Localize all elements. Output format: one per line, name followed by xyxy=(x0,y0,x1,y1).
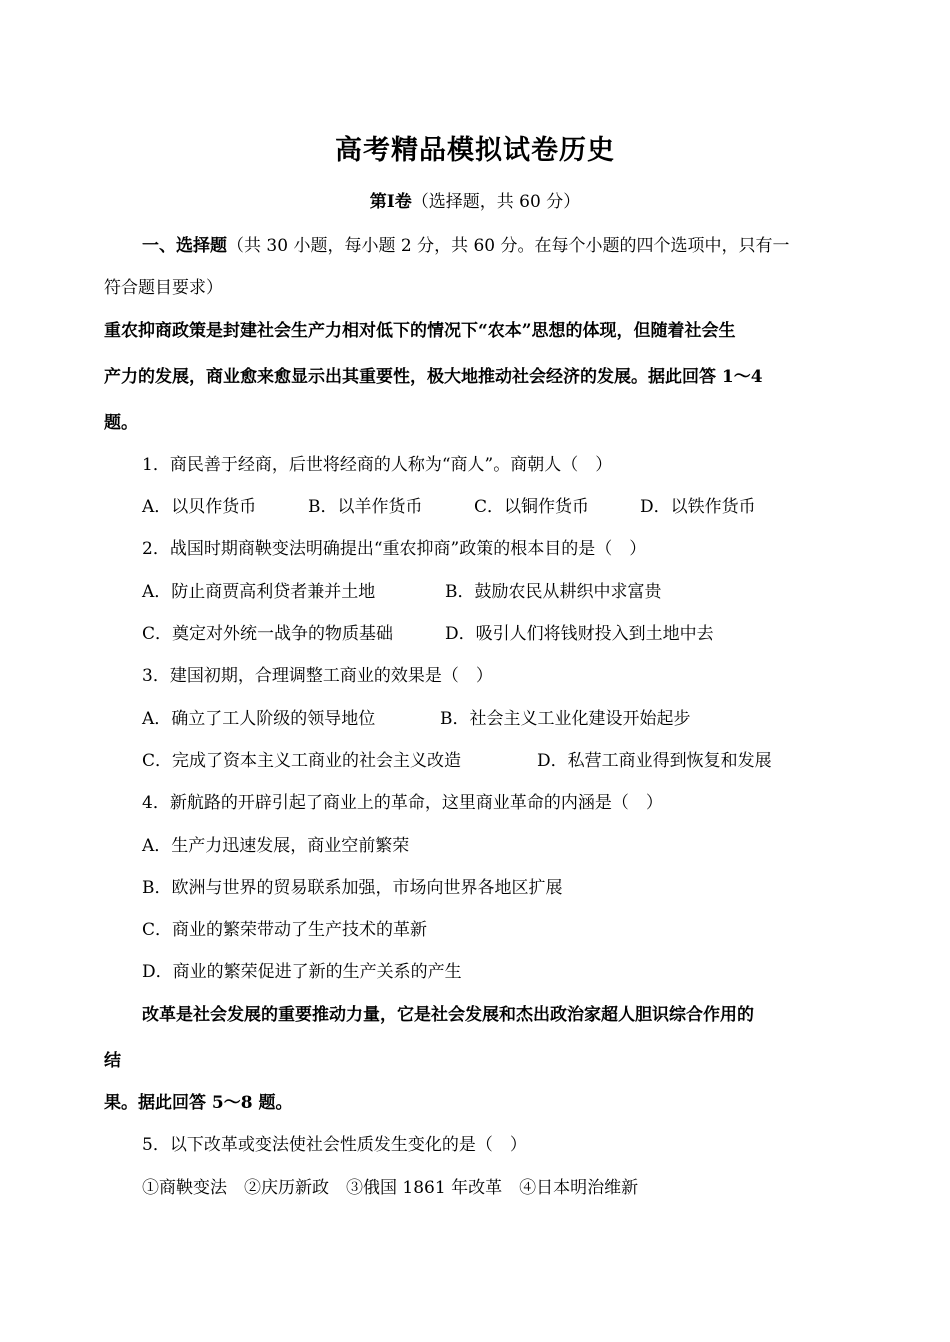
question-1-option-a: A．以贝作货币 xyxy=(142,497,257,517)
intro-paragraph-2-line: 果。据此回答 5～8 题。 xyxy=(104,1093,293,1113)
question-3-option-c: C．完成了资本主义工商业的社会主义改造 xyxy=(142,751,462,771)
question-3-option-d: D．私营工商业得到恢复和发展 xyxy=(537,751,772,771)
question-5-items: ①商鞅变法 ②庆历新政 ③俄国 1861 年改革 ④日本明治维新 xyxy=(142,1178,639,1198)
question-4-stem: 4．新航路的开辟引起了商业上的革命，这里商业革命的内涵是（ ） xyxy=(142,793,663,813)
intro-paragraph-1-line: 产力的发展，商业愈来愈显示出其重要性，极大地推动社会经济的发展。据此回答 1～4 xyxy=(104,367,763,387)
question-2-options-ab xyxy=(142,580,888,604)
page-title: 高考精品模拟试卷历史 xyxy=(335,135,615,166)
intro-paragraph-2-line: 改革是社会发展的重要推动力量，它是社会发展和杰出政治家超人胆识综合作用的 xyxy=(142,1005,754,1025)
question-2-option-a: A．防止商贾高利贷者兼并土地 xyxy=(142,582,376,602)
section-desc-cont: 符合题目要求） xyxy=(104,278,223,298)
question-4-option-a: A．生产力迅速发展，商业空前繁荣 xyxy=(142,836,410,856)
question-3-options-ab xyxy=(142,707,888,731)
question-1-option-b: B．以羊作货币 xyxy=(308,497,423,517)
section-header xyxy=(142,234,888,258)
question-2-option-c: C．奠定对外统一战争的物质基础 xyxy=(142,624,394,644)
question-2-option-b: B．鼓励农民从耕织中求富贵 xyxy=(445,582,662,602)
volume-desc: （选择题，共 60 分） xyxy=(411,192,581,212)
question-1-option-c: C．以铜作货币 xyxy=(474,497,590,517)
volume-subtitle xyxy=(0,190,950,214)
question-3-option-a: A．确立了工人阶级的领导地位 xyxy=(142,709,376,729)
question-4-option-c: C．商业的繁荣带动了生产技术的革新 xyxy=(142,920,428,940)
question-4-option-d: D．商业的繁荣促进了新的生产关系的产生 xyxy=(142,962,462,982)
volume-label: 第Ⅰ卷 xyxy=(369,192,412,212)
question-3-options-cd xyxy=(142,749,888,773)
question-2-options-cd xyxy=(142,622,888,646)
question-4-option-b: B．欧洲与世界的贸易联系加强，市场向世界各地区扩展 xyxy=(142,878,563,898)
question-1-option-d: D．以铁作货币 xyxy=(640,497,756,517)
intro-paragraph-1-line: 题。 xyxy=(104,413,138,433)
question-3-option-b: B．社会主义工业化建设开始起步 xyxy=(440,709,691,729)
intro-paragraph-2-line: 结 xyxy=(104,1051,121,1071)
question-2-stem: 2．战国时期商鞅变法明确提出“重农抑商”政策的根本目的是（ ） xyxy=(142,539,647,559)
question-3-stem: 3．建国初期，合理调整工商业的效果是（ ） xyxy=(142,666,493,686)
section-desc: （共 30 小题，每小题 2 分，共 60 分。在每个小题的四个选项中，只有一 xyxy=(227,236,790,256)
question-2-option-d: D．吸引人们将钱财投入到土地中去 xyxy=(445,624,714,644)
section-title: 一、选择题 xyxy=(142,236,227,256)
intro-paragraph-1-line: 重农抑商政策是封建社会生产力相对低下的情况下“农本”思想的体现，但随着社会生 xyxy=(104,321,736,341)
question-1-options xyxy=(142,495,888,519)
question-5-stem: 5．以下改革或变法使社会性质发生变化的是（ ） xyxy=(142,1135,527,1155)
question-1-stem: 1．商民善于经商，后世将经商的人称为“商人”。商朝人（ ） xyxy=(142,455,613,475)
